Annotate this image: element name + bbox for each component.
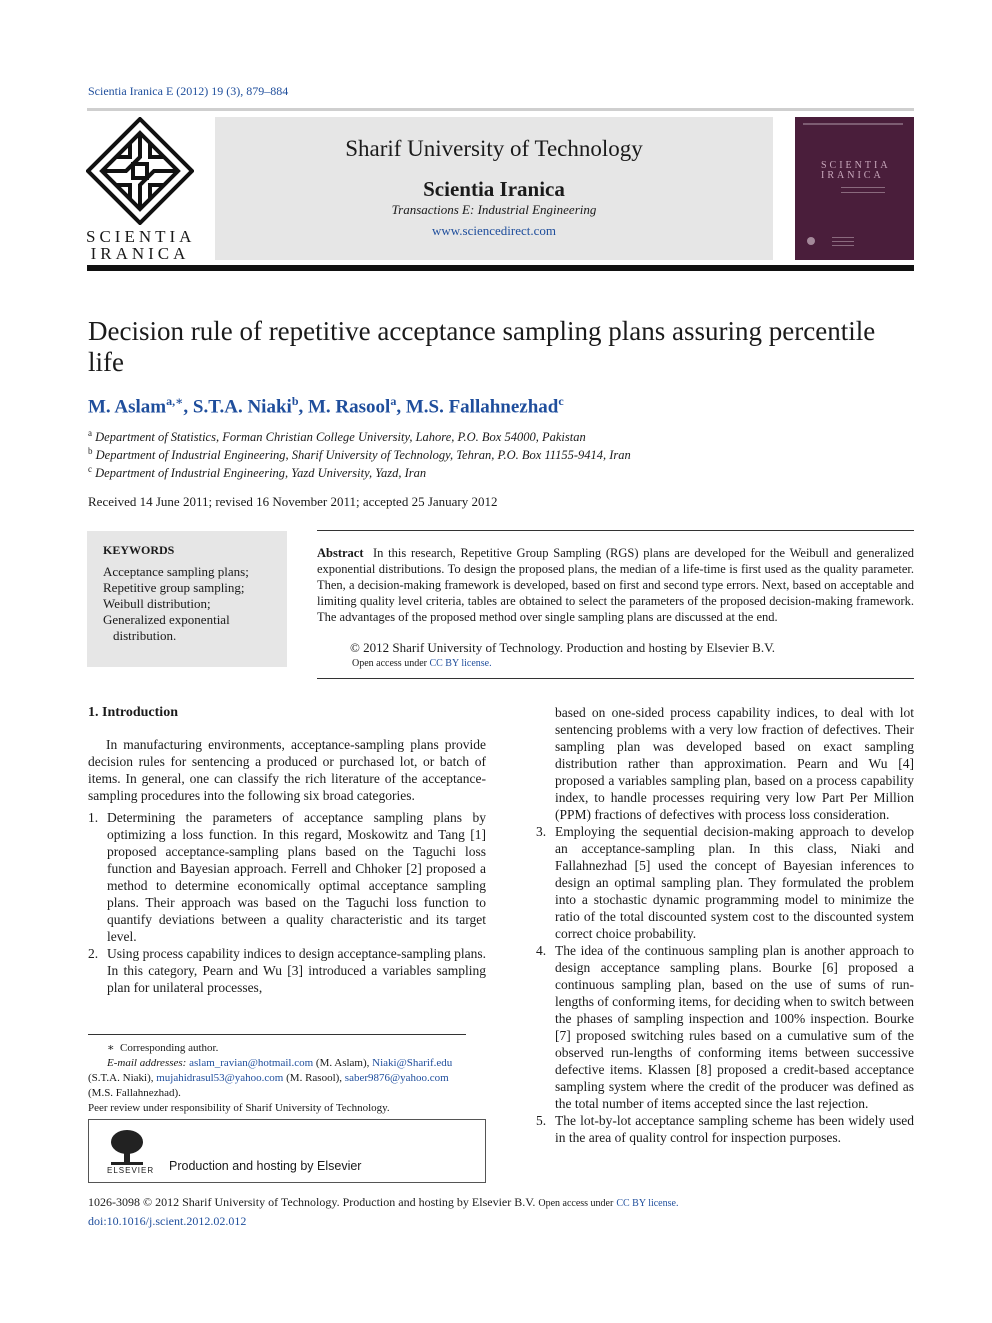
- list-item-text: Determining the parameters of acceptance sampling plans by optimizing a loss function. In this regard, Moskowitz and Tang [1] proposed acceptance-sampling plans based on the Taguchi loss function and Bayesian approach. Ferrell and Chhoker [2] proposed a method to determine economically optimal acceptance sampling plans. Their approach was based on the Taguchi loss function to quantify deviations between a quality characteristic and its target level.: [107, 810, 486, 944]
- cover-title: [821, 161, 891, 181]
- logo-word-scientia: SCIENTIA: [86, 227, 196, 246]
- cover-title-line1: SCIENTIA: [821, 160, 891, 171]
- elsevier-wordmark: ELSEVIER: [107, 1166, 155, 1175]
- corresponding-author-note: [88, 1041, 486, 1056]
- section-heading: 1. Introduction: [88, 705, 178, 720]
- list-item-text: Using process capability indices to design acceptance-sampling plans. In this category, Pearn and Wu [3] introduced a variables sampling plan for unilateral processes,: [107, 946, 486, 995]
- affil-marker: a: [88, 428, 92, 438]
- list-item-text: The idea of the continuous sampling plan is another approach to design acceptance sampling plans. Bourke [6] proposed a continuous sampling plan, based on the use of sums of run-lengths of conforming items, for deciding when to switch between the phases of sampling inspection and 100% inspection. Bourke [7] proposed switching rules based on a cumulative sum of the observed run-lengths of conforming items between successive defective items. Klassen [8] proposed a credit-based acceptance sampling system where the credit of the producer was defined as the total number of items accepted since the last rejection.: [555, 943, 914, 1111]
- affil-text: Department of Industrial Engineering, Sharif University of Technology, Tehran, P.O. Box 11155-9414, Iran: [95, 448, 631, 463]
- keywords-box: [87, 531, 287, 667]
- elsevier-hosting-text: Production and hosting by Elsevier: [169, 1159, 362, 1173]
- body-column-right: [536, 704, 914, 1146]
- scientia-iranica-logo: [86, 117, 194, 263]
- logo-word-iranica: IRANICA: [90, 244, 190, 263]
- author-affil-marker: b: [291, 394, 299, 408]
- list-item: [536, 942, 914, 1112]
- author-affil-marker: a: [390, 394, 397, 408]
- list-item: [536, 1112, 914, 1146]
- received-dates: Received 14 June 2011; revised 16 November 2011; accepted 25 January 2012: [88, 494, 498, 509]
- paper-title: Decision rule of repetitive acceptance sampling plans assuring percentile life: [88, 316, 876, 377]
- email-link[interactable]: Niaki@Sharif.edu: [372, 1057, 453, 1069]
- cc-by-license-link[interactable]: CC BY license.: [616, 1198, 679, 1209]
- list-item-number: 2.: [88, 946, 99, 961]
- top-divider: [87, 108, 914, 111]
- open-access-label: Open access under: [538, 1198, 614, 1209]
- author-name[interactable]: S.T.A. Niaki: [192, 396, 292, 418]
- abstract-top-rule: [317, 530, 914, 531]
- list-item-text: The lot-by-lot acceptance sampling scheme has been widely used in the area of quality control for inspection purposes.: [555, 1113, 914, 1145]
- issn-text: 1026-3098 © 2012 Sharif University of Technology. Production and hosting by Elsevier B.V.: [88, 1195, 536, 1209]
- email-owner: (M. Rasool),: [286, 1072, 343, 1084]
- list-item: [88, 945, 486, 996]
- keyword-item: Repetitive group sampling;: [103, 580, 245, 595]
- author-name[interactable]: M.S. Fallahnezhad: [405, 396, 559, 418]
- body-column-left: [88, 704, 486, 996]
- keyword-item: Generalized exponential: [103, 612, 230, 627]
- email-owner: (M. Aslam),: [315, 1057, 370, 1069]
- elsevier-hosting-box: [88, 1119, 486, 1183]
- cover-title-line2: IRANICA: [821, 170, 884, 181]
- list-item: [88, 809, 486, 945]
- sciencedirect-link[interactable]: www.sciencedirect.com: [431, 223, 557, 238]
- author-affil-marker: c: [558, 394, 564, 408]
- author-affil-marker: a,∗: [166, 394, 184, 408]
- email-link[interactable]: aslam_ravian@hotmail.com: [189, 1057, 314, 1069]
- cover-header-line: [803, 123, 903, 125]
- footnote-star: ∗: [107, 1042, 115, 1054]
- issn-line: [88, 1195, 678, 1210]
- knot-emblem-icon: [86, 117, 194, 225]
- list-item-text: based on one-sided process capability indices, to deal with lot sentencing problems with a very low fraction of defectives. Their sampling plan was developed based on exact sampling distribution rather than approximation. Pearn and Wu [4] proposed a variables sampling plan, based on a process capability index, to handle processes requiring very low Part Per Million (PPM) fractions of defectives with process loss consideration.: [555, 705, 914, 822]
- journal-name: Scientia Iranica: [423, 177, 565, 201]
- list-item-number: 3.: [536, 824, 547, 839]
- footnote-rule: [88, 1034, 466, 1035]
- journal-section: Transactions E: Industrial Engineering: [391, 202, 597, 217]
- email-owner: (S.T.A. Niaki),: [88, 1072, 154, 1084]
- university-name: Sharif University of Technology: [345, 136, 643, 161]
- affiliation-b: [88, 446, 631, 463]
- affiliation-c: [88, 464, 426, 481]
- intro-paragraph: In manufacturing environments, acceptance-sampling plans provide decision rules for sentencing a produced or purchased lot, or batch of items. In general, one can classify the rich literature of the acceptance-sampling procedures into the following six broad categories.: [88, 737, 486, 803]
- abstract-label: Abstract: [317, 546, 364, 560]
- affil-marker: b: [88, 446, 93, 456]
- author-list: M. Aslam$^{a,∗}$, S.T.A. Niaki$^b$, M. Rasool$^a$, M.S. Fallahnezhad$^c$: [88, 394, 564, 418]
- email-link[interactable]: saber9876@yahoo.com: [344, 1072, 449, 1084]
- open-access-note: [352, 658, 492, 669]
- email-link[interactable]: mujahidrasul53@yahoo.com: [156, 1072, 284, 1084]
- abstract-bottom-rule: [317, 678, 914, 679]
- email-label: E-mail addresses:: [107, 1057, 187, 1069]
- keyword-item: Acceptance sampling plans;: [103, 564, 249, 579]
- keywords-heading: KEYWORDS: [103, 543, 175, 557]
- footnote: [88, 1041, 486, 1116]
- list-item: [536, 823, 914, 942]
- cover-text-lines: [841, 187, 885, 197]
- keyword-item: Weibull distribution;: [103, 596, 211, 611]
- author-name[interactable]: M. Aslam: [88, 396, 167, 418]
- keyword-item: distribution.: [113, 628, 177, 643]
- abstract-copyright: © 2012 Sharif University of Technology. Production and hosting by Elsevier B.V.: [350, 640, 776, 655]
- keywords-list: [103, 564, 249, 644]
- list-item-continuation: [536, 704, 914, 823]
- email-addresses-end: [88, 1086, 486, 1101]
- affil-text: Department of Statistics, Forman Christian College University, Lahore, P.O. Box 54000, Pakistan: [95, 430, 586, 445]
- open-access-label: Open access under: [352, 658, 427, 669]
- peer-review-note: Peer review under responsibility of Sharif University of Technology.: [88, 1102, 390, 1114]
- email-owner: (M.S. Fallahnezhad).: [88, 1087, 181, 1099]
- affil-text: Department of Industrial Engineering, Yazd University, Yazd, Iran: [95, 466, 427, 481]
- journal-cover-image: [795, 117, 914, 260]
- list-item-text: Employing the sequential decision-making approach to develop an acceptance-sampling plan. In this class, Niaki and Fallahnezhad [5] used the concept of Bayesian inferences to design an optimal sampling plan. They formulated the problem into a stochastic dynamic programming model to minimize the ratio of the total discounted system cost to the discounted system correct choice probability.: [555, 824, 914, 941]
- list-item-number: 1.: [88, 810, 99, 825]
- email-addresses: [88, 1056, 486, 1071]
- cover-issue-lines: [832, 237, 854, 249]
- affil-marker: c: [88, 464, 92, 474]
- header-divider: [87, 265, 914, 271]
- author-name[interactable]: M. Rasool: [308, 396, 391, 418]
- list-item-number: 5.: [536, 1113, 547, 1128]
- cover-emblem-icon: [807, 237, 815, 245]
- abstract-text: In this research, Repetitive Group Sampling (RGS) plans are developed for the Weibull and generalized exponential distributions. To design the proposed plans, the median of a life-time is first used as the quality parameter. Then, a decision-making framework is developed, based on first and second type errors. Next, based on acceptable and limiting quality level criteria, tables are obtained to select the parameters of the proposed decision-making framework. The advantages of the proposed method over single sampling plans are discussed at the end.: [317, 546, 914, 624]
- affiliation-a: [88, 428, 586, 445]
- journal-header: [215, 117, 773, 260]
- email-addresses-cont: [88, 1071, 486, 1086]
- list-item-number: 4.: [536, 943, 547, 958]
- corresponding-label: Corresponding author.: [119, 1042, 219, 1054]
- journal-citation[interactable]: Scientia Iranica E (2012) 19 (3), 879–884: [88, 84, 289, 98]
- doi-link[interactable]: doi:10.1016/j.scient.2012.02.012: [88, 1214, 247, 1228]
- cc-by-license-link[interactable]: CC BY license.: [429, 658, 492, 669]
- abstract-body: [317, 545, 914, 625]
